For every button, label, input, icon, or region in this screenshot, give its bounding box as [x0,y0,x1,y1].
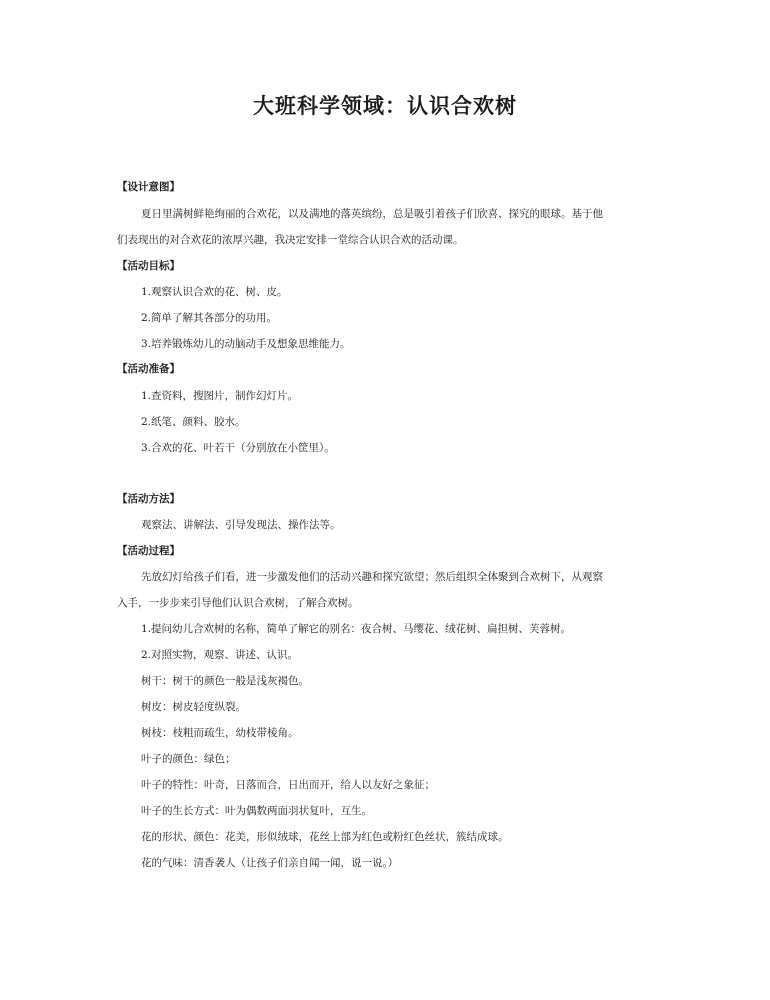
preparation-item: 3.合欢的花、叶若干（分别放在小筐里）。 [141,442,335,454]
section-heading-process: 【活动过程】 [117,545,180,557]
methods-text: 观察法、讲解法、引导发现法、操作法等。 [141,519,341,531]
process-item: 叶子的特性：叶奇，日落而合，日出而开，给人以友好之象征； [141,779,435,791]
process-item: 花的气味：清香袭人（让孩子们亲自闻一闻，说一说。） [141,857,399,869]
process-item: 花的形状、颜色：花美，形似绒球，花丝上部为红色或粉红色丝状，簇结成球。 [141,831,509,843]
section-heading-design-intent: 【设计意图】 [117,181,180,193]
process-item: 2.对照实物，观察、讲述、认识。 [141,649,299,661]
goal-item: 1.观察认识合欢的花、树、皮。 [141,286,288,298]
process-paragraph-line-1: 先放幻灯给孩子们看，进一步激发他们的活动兴趣和探究欲望；然后组织全体聚到合欢树下，从观察 [141,571,603,583]
goal-item: 3.培养锻炼幼儿的动脑动手及想象思维能力。 [141,338,351,350]
preparation-item: 2.纸笔、颜料、胶水。 [141,416,246,428]
process-item: 树皮：树皮轻度纵裂。 [141,701,246,713]
process-item: 叶子的颜色：绿色； [141,753,236,765]
goal-item: 2.简单了解其各部分的功用。 [141,312,278,324]
section-heading-preparation: 【活动准备】 [117,363,180,375]
section-heading-methods: 【活动方法】 [117,493,180,505]
process-paragraph-line-2: 入手，一步步来引导他们认识合欢树，了解合欢树。 [117,597,359,609]
process-item: 1.提问幼儿合欢树的名称，简单了解它的别名：夜合树、马缨花、绒花树、扁担树、芙蓉树。 [141,623,572,635]
page-title: 大班科学领域：认识合欢树 [253,94,517,118]
preparation-item: 1.查资料，搜图片，制作幻灯片。 [141,390,299,402]
design-intent-paragraph-line-2: 们表现出的对合欢花的浓厚兴趣，我决定安排一堂综合认识合欢的活动课。 [117,234,464,246]
process-item: 树枝：枝粗而疏生，幼枝带棱角。 [141,727,299,739]
process-item: 叶子的生长方式：叶为偶数两面羽状复叶，互生。 [141,805,372,817]
process-item: 树干：树干的颜色一般是浅灰褐色。 [141,675,309,687]
section-heading-goals: 【活动目标】 [117,260,180,272]
design-intent-paragraph-line-1: 夏日里满树鲜艳绚丽的合欢花，以及满地的落英缤纷，总是吸引着孩子们欣喜、探究的眼球。基于他 [141,208,603,220]
